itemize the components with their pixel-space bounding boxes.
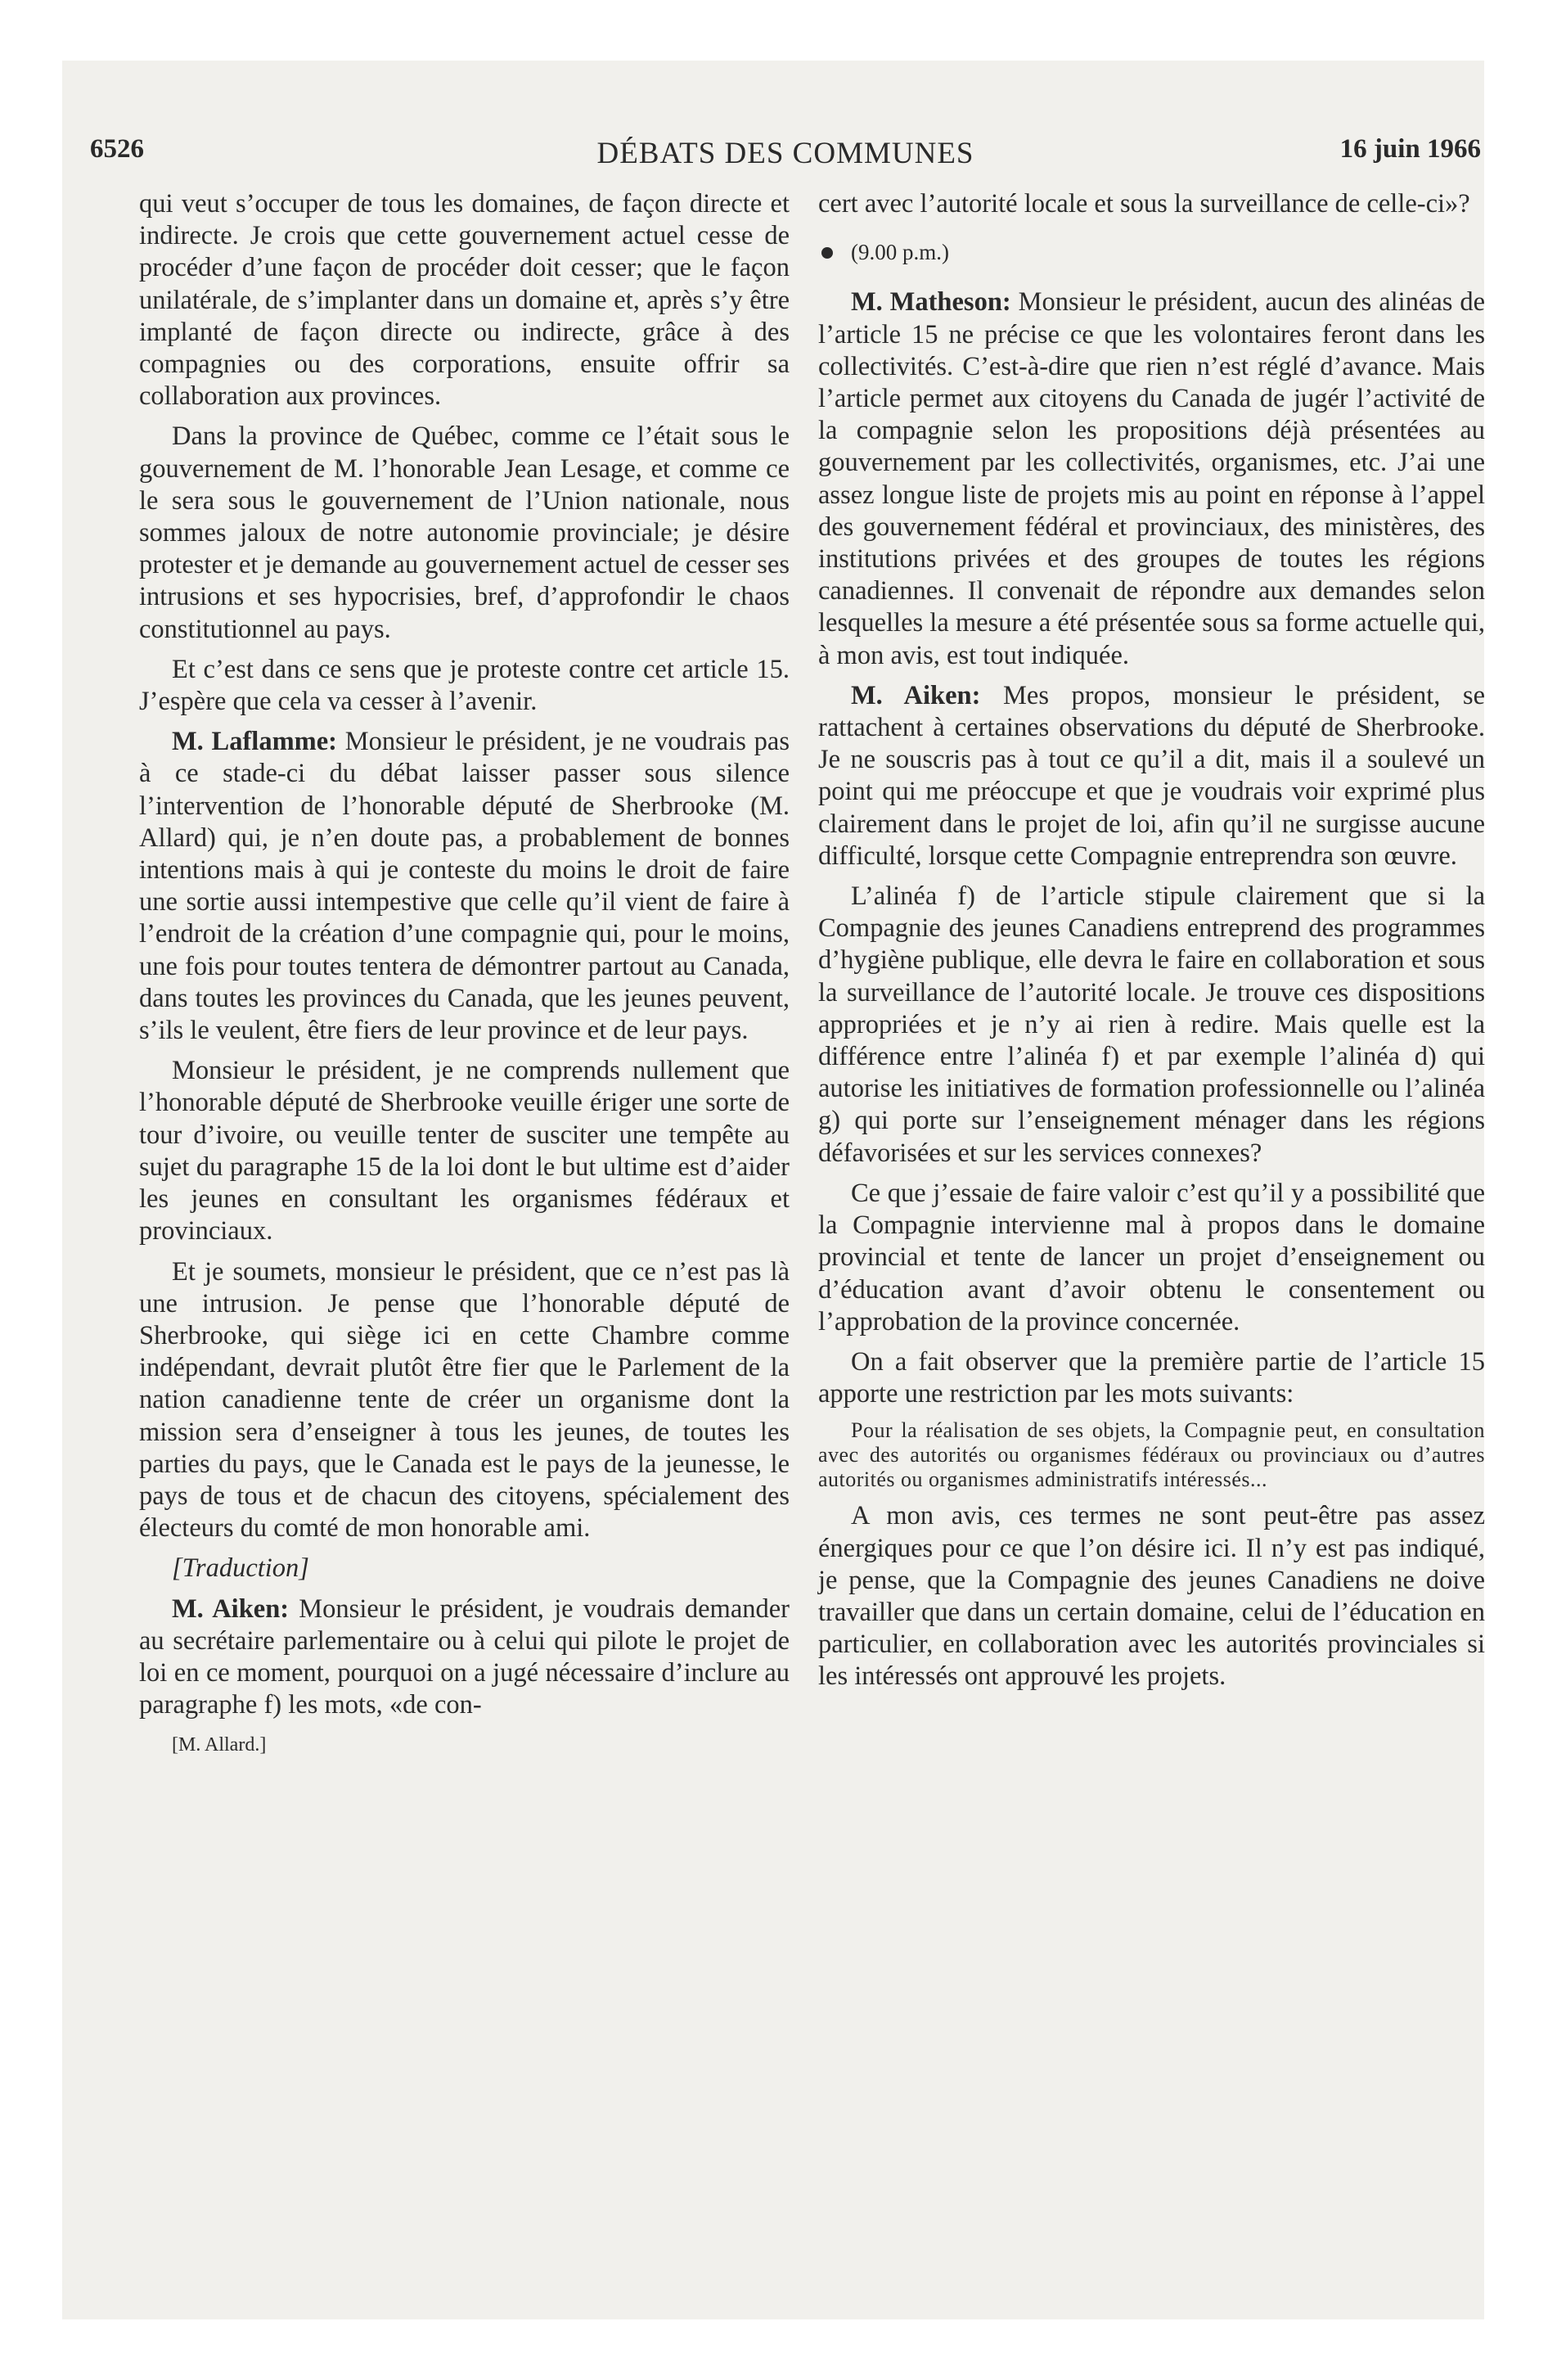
translation-note: [Traduction] [172,1553,309,1584]
speech-paragraph [818,680,1485,872]
speech-text: Monsieur le président, je ne voudrais pas à ce stade-ci du débat laisser passer sous silence l’intervention de l’honorable député de Sherbrooke (M. Allard) qui, je n’en doute pas, a probablement de bonnes intentions mais à qui je conteste du moins le droit de faire une sortie aussi intempestive que celle qu’il vient de faire à l’endroit de la création d’une compagnie qui, pour le moins, une fois pour toutes tentera de démontrer partout au Canada, dans toutes les provinces du Canada, que les jeunes peuvent, s’ils le veulent, être fiers de leur province et de leur pays. [139,727,790,1046]
paragraph: Et je soumets, monsieur le président, que ce n’est pas là une intrusion. Je pense que l’honorable député de Sherbrooke, qui siège ici en cette Chambre comme indépendant, devrait plutôt être fier que le Parlement de la nation canadienne tente de créer un organisme dont la mission sera d’enseigner à tous les jeunes, de toutes les parties du pays, que le Canada est le pays de la jeunesse, le pays de tous et de chacun des citoyens, spécialement des électeurs du comté de mon honorable ami. [139,1256,790,1544]
paragraph: Et c’est dans ce sens que je proteste contre cet article 15. J’espère que cela va cesser à l’avenir. [139,654,790,717]
speaker-name: M. Aiken: [851,680,981,710]
speech-text: Mes propos, monsieur le président, se rattachent à certaines observations du député de Sherbrooke. Je ne souscris pas à tout ce qu’il a dit, mais il a soulevé un point qui me préoccupe et que je voudrais voir exprimé plus clairement dans le projet de loi, afin qu’il ne surgisse aucune difficulté, lorsque cette Compagnie entreprendra son œuvre. [818,680,1485,871]
timestamp-text: (9.00 p.m.) [851,240,949,265]
quotation: Pour la réalisation de ses objets, la Compagnie peut, en consultation avec des autorités ou organismes fédéraux ou provinciaux ou d’autres autorités ou organismes administratifs intéressés... [818,1418,1485,1492]
paragraph: L’alinéa f) de l’article stipule clairement que si la Compagnie des jeunes Canadiens entreprend des programmes d’hygiène publique, elle devra le faire en collaboration et sous la surveillance de l’autorité locale. Je trouve ces dispositions appropriées et je n’y ai rien à redire. Mais quelle est la différence entre l’alinéa f) et par exemple l’alinéa d) qui autorise les initiatives de formation professionnelle ou l’alinéa g) qui porte sur l’enseignement ménager dans les régions défavorisées et sur les services connexes? [818,881,1485,1168]
timestamp [818,237,1485,268]
paragraph: qui veut s’occuper de tous les domaines, de façon directe et indirecte. Je crois que cette gouvernement actuel cesse de procéder d’une façon de procéder doit cesser; que le façon unilatérale, de s’implanter dans un domaine et, après s’y être implanté de façon directe ou indirecte, grâce à des compagnies ou des corporations, ensuite offrir sa collaboration aux provinces. [139,189,790,412]
speaker-name: M. Aiken: [172,1593,290,1624]
page-date: 16 juin 1966 [1339,134,1481,164]
paragraph: On a fait observer que la première partie de l’article 15 apporte une restriction par les mots suivants: [818,1346,1485,1409]
paragraph: cert avec l’autorité locale et sous la surveillance de celle-ci»? [818,189,1470,219]
paragraph: Monsieur le président, je ne comprends nullement que l’honorable député de Sherbrooke veuille ériger une sorte de tour d’ivoire, ou veuille tenter de susciter une tempête au sujet du paragraphe 15 de la loi dont le but ultime est d’aider les jeunes en consultant les organismes fédéraux et provinciaux. [139,1056,790,1246]
paragraph: A mon avis, ces termes ne sont peut-être pas assez énergiques pour ce que l’on désire ici. Il n’y est pas indiqué, je pense, que la Compagnie des jeunes Canadiens ne doive travailler que dans un certain domaine, celui de l’éducation en particulier, en collaboration avec les autorités provinciales si les intéressés ont approuvé les projets. [818,1501,1485,1692]
page-number: 6526 [90,134,144,164]
speaker-name: M. Laflamme: [172,727,337,757]
speech-text: Monsieur le président, aucun des alinéas de l’article 15 ne précise ce que les volontaires feront dans les collectivités. C’est-à-dire que rien n’est réglé d’avance. Mais l’article permet aux citoyens du Canada de jugér l’activité de la compagnie selon les propositions déjà présentées au gouvernement par les collectivités, organismes, etc. J’ai une assez longue liste de projets mis au point en réponse à l’appel des gouvernement fédéral et provinciaux, des ministères, des institutions privées et des groupes de toutes les régions canadiennes. Il convenait de répondre aux demandes selon lesquelles la mesure a été présentée sous sa forme actuelle qui, à mon avis, est tout indiquée. [818,287,1485,670]
speech-text: Monsieur le président, je voudrais demander au secrétaire parlementaire ou à celui qui pilote le projet de loi en ce moment, pourquoi on a jugé nécessaire d’inclure au paragraphe f) les mots, «de con- [139,1593,790,1720]
bullet-icon [821,247,833,259]
paragraph: Dans la province de Québec, comme ce l’était sous le gouvernement de M. l’honorable Jean Lesage, et comme ce le sera sous le gouvernement de l’Union nationale, nous sommes jaloux de notre autonomie provinciale; je désire protester et je demande au gouvernement actuel de cesser ses intrusions et ses hypocrisies, bref, d’approfondir le chaos constitutionnel au pays. [139,421,790,644]
speaker-footer: [M. Allard.] [172,1734,267,1756]
page-header [90,82,1481,170]
speech-paragraph [139,1593,790,1722]
running-title: DÉBATS DES COMMUNES [596,137,974,170]
speaker-name: M. Matheson: [851,287,1011,318]
left-column [139,188,790,1770]
speech-paragraph [139,726,790,1047]
paragraph: Ce que j’essaie de faire valoir c’est qu’il y a possibilité que la Compagnie intervienne mal à propos dans le domaine provincial et tente de lancer un projet d’enseignement ou d’éducation avant d’avoir obtenu le consentement ou l’approbation de la province concernée. [818,1178,1485,1336]
right-column [818,188,1485,1702]
speech-paragraph [818,286,1485,671]
